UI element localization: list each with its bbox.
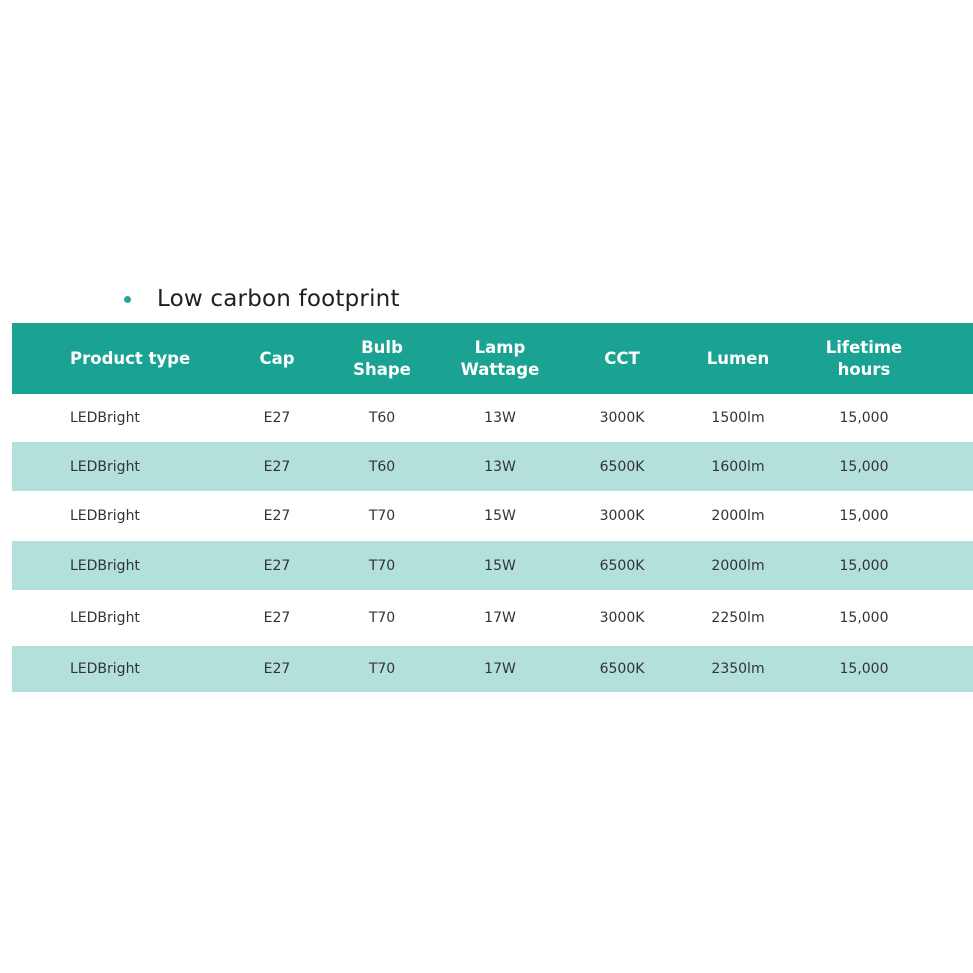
table-row	[12, 541, 973, 590]
header-lifetime-hours: Lifetime hours	[825, 337, 903, 379]
cell-product-type: LEDBright	[70, 610, 140, 626]
cell-cct: 6500K	[599, 557, 645, 574]
cell-bulb-shape: T70	[368, 661, 396, 677]
cell-bulb-shape: T70	[368, 610, 396, 626]
table-row	[12, 590, 973, 646]
header-lamp-wattage: Lamp Wattage	[460, 337, 540, 379]
cell-bulb-shape: T70	[368, 557, 396, 574]
table-row	[12, 394, 973, 442]
table-row	[12, 442, 973, 491]
table-row	[12, 491, 973, 541]
cell-lifetime-hours: 15,000	[839, 458, 889, 475]
cell-bulb-shape: T70	[368, 508, 396, 524]
cell-product-type: LEDBright	[70, 557, 140, 574]
cell-cct: 3000K	[599, 410, 645, 426]
cell-lumen: 1500lm	[711, 410, 765, 426]
cell-lifetime-hours: 15,000	[839, 557, 889, 574]
table-row	[12, 646, 973, 692]
bullet-dot-icon	[124, 296, 131, 303]
cell-cap: E27	[263, 508, 291, 524]
cell-lamp-wattage: 17W	[484, 661, 516, 677]
cell-lumen: 2000lm	[711, 508, 765, 524]
bullet-text: Low carbon footprint	[157, 286, 400, 312]
cell-product-type: LEDBright	[70, 661, 140, 677]
cell-lamp-wattage: 17W	[484, 610, 516, 626]
cell-cct: 3000K	[599, 610, 645, 626]
table-header-row	[12, 323, 973, 394]
header-cap: Cap	[259, 348, 295, 368]
header-cct: CCT	[604, 348, 640, 368]
cell-cap: E27	[263, 661, 291, 677]
cell-lamp-wattage: 13W	[484, 410, 516, 426]
header-lumen: Lumen	[706, 348, 770, 368]
cell-lifetime-hours: 15,000	[839, 610, 889, 626]
cell-lifetime-hours: 15,000	[839, 508, 889, 524]
cell-lamp-wattage: 15W	[484, 508, 516, 524]
cell-product-type: LEDBright	[70, 410, 140, 426]
cell-lifetime-hours: 15,000	[839, 410, 889, 426]
cell-cct: 6500K	[599, 661, 645, 677]
cell-cct: 6500K	[599, 458, 645, 475]
cell-lumen: 1600lm	[711, 458, 765, 475]
cell-product-type: LEDBright	[70, 458, 140, 475]
cell-lamp-wattage: 13W	[484, 458, 516, 475]
cell-bulb-shape: T60	[368, 458, 396, 475]
cell-product-type: LEDBright	[70, 508, 140, 524]
cell-cap: E27	[263, 610, 291, 626]
product-spec-table	[12, 323, 973, 692]
cell-lumen: 2000lm	[711, 557, 765, 574]
cell-lumen: 2350lm	[711, 661, 765, 677]
cell-lifetime-hours: 15,000	[839, 661, 889, 677]
cell-lumen: 2250lm	[711, 610, 765, 626]
cell-cap: E27	[263, 458, 291, 475]
cell-cap: E27	[263, 557, 291, 574]
cell-lamp-wattage: 15W	[484, 557, 516, 574]
header-product-type: Product type	[70, 348, 191, 368]
cell-cap: E27	[263, 410, 291, 426]
header-bulb-shape: Bulb Shape	[353, 337, 411, 379]
cell-cct: 3000K	[599, 508, 645, 524]
bullet-item	[124, 283, 400, 315]
cell-bulb-shape: T60	[368, 410, 396, 426]
